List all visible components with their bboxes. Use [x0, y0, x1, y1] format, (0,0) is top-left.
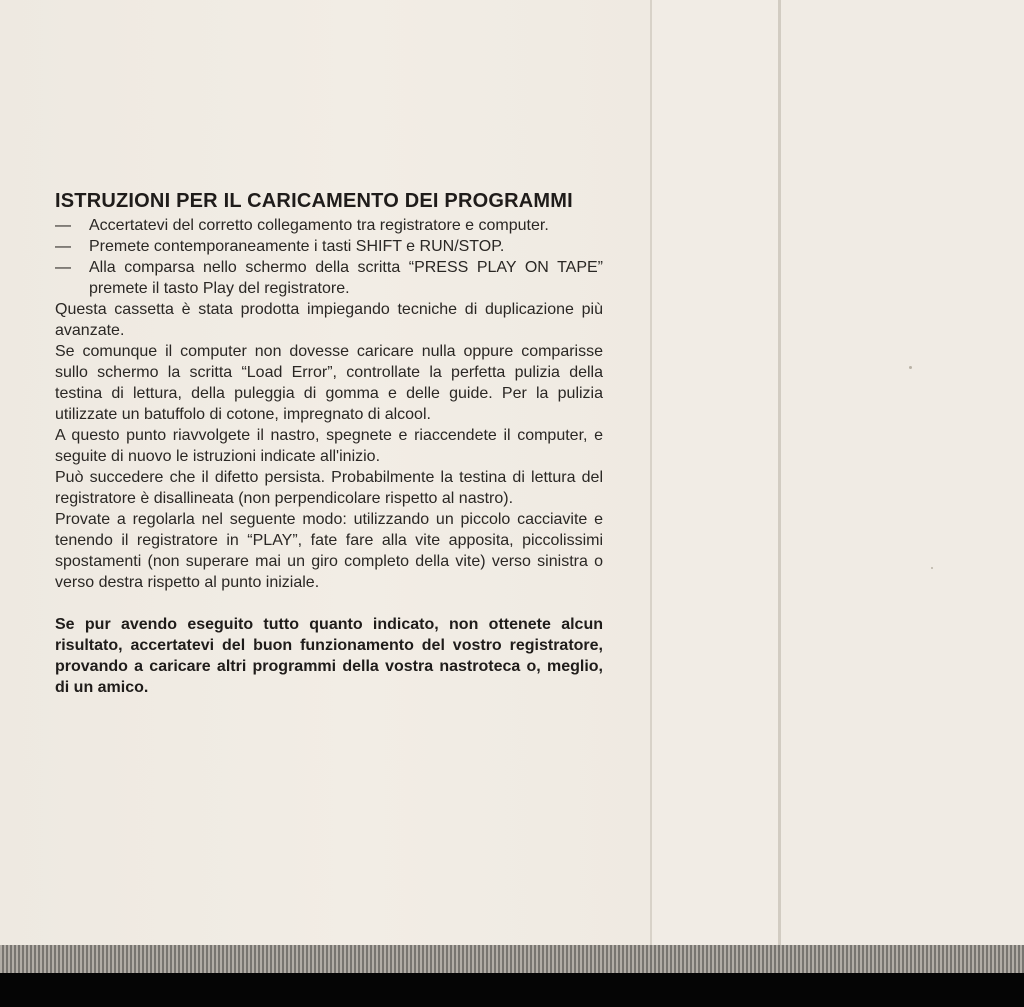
paragraph: Può succedere che il difetto persista. Probabilmente la testina di lettura del registratore è disallineata (non perpendicolare rispetto al nastro).: [55, 469, 603, 507]
fold-line: [650, 0, 652, 945]
bullet-dash: —: [55, 238, 71, 255]
list-item: [55, 257, 603, 299]
middle-panel: [652, 0, 778, 945]
fold-line: [778, 0, 781, 945]
list-item-text: Premete contemporaneamente i tasti SHIFT e RUN/STOP.: [89, 238, 505, 255]
closing-note: Se pur avendo eseguito tutto quanto indicato, non ottenete alcun risultato, accertatevi del buon funzionamento del vostro registratore, provando a caricare altri programmi della vostra nastroteca o, meglio, di un amico.: [55, 616, 603, 696]
scanner-edge-band: [0, 945, 1024, 973]
paragraph: Se comunque il computer non dovesse caricare nulla oppure comparisse sullo schermo la scritta “Load Error”, controllate la perfetta pulizia della testina di lettura, della puleggia di gomma e delle guide. Per la pulizia utilizzate un batuffolo di cotone, impregnato di alcool.: [55, 343, 603, 423]
list-item: [55, 236, 603, 257]
paper-speck: [931, 567, 933, 569]
instructions-text: [55, 190, 603, 698]
scanner-black-band: [0, 973, 1024, 1007]
page-title: ISTRUZIONI PER IL CARICAMENTO DEI PROGRAMMI: [55, 190, 573, 212]
paragraph: A questo punto riavvolgete il nastro, spegnete e riaccendete il computer, e seguite di nuovo le istruzioni indicate all'inizio.: [55, 427, 603, 465]
list-item-text: Alla comparsa nello schermo della scritta “PRESS PLAY ON TAPE” premete il tasto Play del registratore.: [89, 259, 603, 297]
list-item-text: Accertatevi del corretto collegamento tra registratore e computer.: [89, 217, 549, 234]
bullet-dash: —: [55, 217, 71, 234]
paragraph: Provate a regolarla nel seguente modo: utilizzando un piccolo cacciavite e tenendo il registratore in “PLAY”, fate fare alla vite apposita, piccolissimi spostamenti (non superare mai un giro completo della vite) verso sinistra o verso destra rispetto al punto iniziale.: [55, 511, 603, 591]
right-panel: [781, 0, 1024, 945]
paper-speck: [909, 366, 912, 369]
instruction-list: [55, 215, 603, 299]
bullet-dash: —: [55, 259, 71, 276]
paragraph: Questa cassetta è stata prodotta impiegando tecniche di duplicazione più avanzate.: [55, 301, 603, 339]
list-item: [55, 215, 603, 236]
